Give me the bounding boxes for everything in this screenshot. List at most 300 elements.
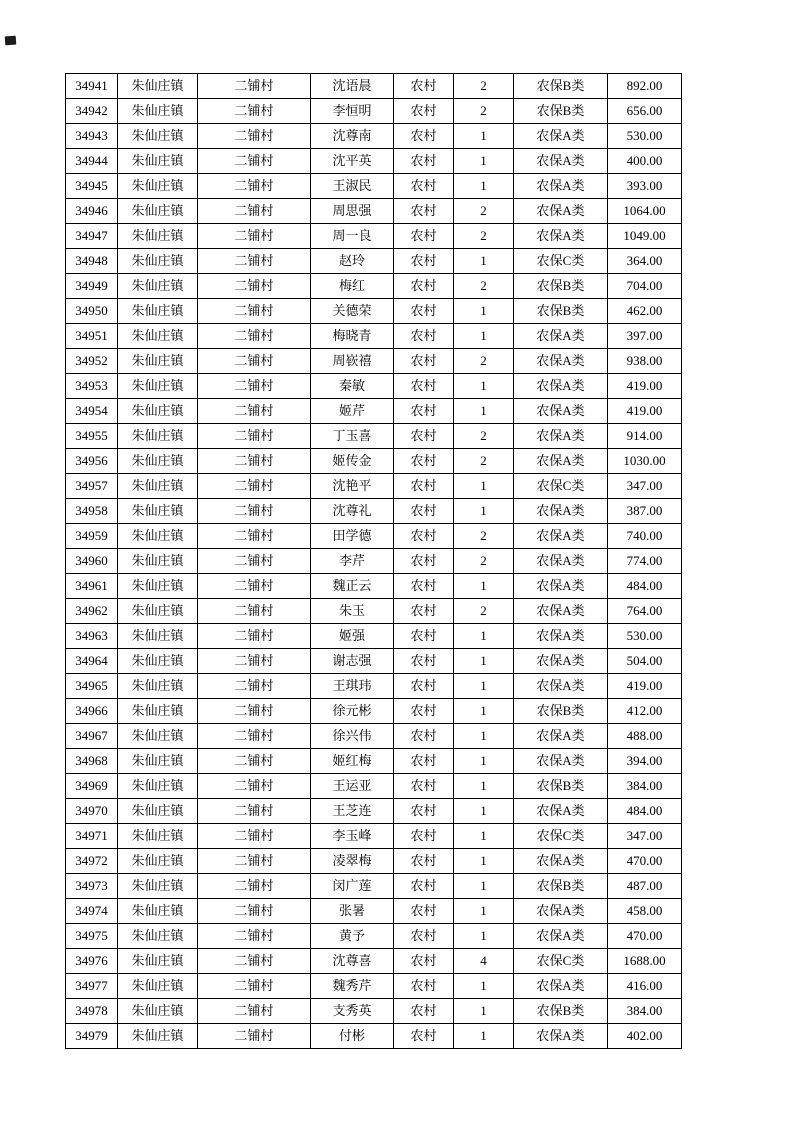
table-cell-type: 农村 bbox=[394, 1024, 454, 1049]
table-cell-town: 朱仙庄镇 bbox=[118, 99, 198, 124]
table-cell-category: 农保A类 bbox=[514, 749, 608, 774]
table-cell-name: 徐兴伟 bbox=[311, 724, 394, 749]
table-row bbox=[66, 599, 682, 624]
table-cell-village: 二铺村 bbox=[198, 949, 311, 974]
table-cell-category: 农保C类 bbox=[514, 249, 608, 274]
table-cell-category: 农保B类 bbox=[514, 774, 608, 799]
table-cell-category: 农保A类 bbox=[514, 199, 608, 224]
table-cell-id: 34968 bbox=[66, 749, 118, 774]
table-cell-town: 朱仙庄镇 bbox=[118, 824, 198, 849]
table-cell-name: 李恒明 bbox=[311, 99, 394, 124]
table-cell-village: 二铺村 bbox=[198, 974, 311, 999]
table-cell-amount: 704.00 bbox=[608, 274, 682, 299]
table-cell-town: 朱仙庄镇 bbox=[118, 724, 198, 749]
table-cell-id: 34974 bbox=[66, 899, 118, 924]
table-cell-town: 朱仙庄镇 bbox=[118, 499, 198, 524]
table-cell-village: 二铺村 bbox=[198, 499, 311, 524]
table-cell-count: 2 bbox=[454, 274, 514, 299]
table-cell-count: 1 bbox=[454, 149, 514, 174]
table-cell-village: 二铺村 bbox=[198, 199, 311, 224]
table-cell-name: 姬芹 bbox=[311, 399, 394, 424]
table-cell-town: 朱仙庄镇 bbox=[118, 249, 198, 274]
table-cell-town: 朱仙庄镇 bbox=[118, 449, 198, 474]
table-cell-name: 王淑民 bbox=[311, 174, 394, 199]
table-cell-id: 34959 bbox=[66, 524, 118, 549]
table-cell-village: 二铺村 bbox=[198, 674, 311, 699]
table-cell-village: 二铺村 bbox=[198, 524, 311, 549]
table-body bbox=[66, 74, 682, 1049]
table-row bbox=[66, 74, 682, 99]
table-cell-category: 农保A类 bbox=[514, 124, 608, 149]
table-cell-village: 二铺村 bbox=[198, 924, 311, 949]
table-cell-count: 2 bbox=[454, 74, 514, 99]
table-cell-town: 朱仙庄镇 bbox=[118, 549, 198, 574]
table-cell-town: 朱仙庄镇 bbox=[118, 749, 198, 774]
table-cell-name: 沈尊南 bbox=[311, 124, 394, 149]
table-cell-village: 二铺村 bbox=[198, 899, 311, 924]
table-cell-name: 赵玲 bbox=[311, 249, 394, 274]
table-cell-village: 二铺村 bbox=[198, 424, 311, 449]
table-cell-name: 谢志强 bbox=[311, 649, 394, 674]
table-cell-village: 二铺村 bbox=[198, 324, 311, 349]
table-cell-category: 农保A类 bbox=[514, 1024, 608, 1049]
table-cell-count: 1 bbox=[454, 874, 514, 899]
table-cell-name: 周思强 bbox=[311, 199, 394, 224]
table-cell-type: 农村 bbox=[394, 449, 454, 474]
table-cell-village: 二铺村 bbox=[198, 124, 311, 149]
table-cell-category: 农保C类 bbox=[514, 824, 608, 849]
table-row bbox=[66, 499, 682, 524]
table-cell-count: 1 bbox=[454, 899, 514, 924]
table-cell-village: 二铺村 bbox=[198, 174, 311, 199]
table-cell-town: 朱仙庄镇 bbox=[118, 849, 198, 874]
table-cell-category: 农保A类 bbox=[514, 599, 608, 624]
table-cell-category: 农保C类 bbox=[514, 474, 608, 499]
table-row bbox=[66, 399, 682, 424]
table-cell-town: 朱仙庄镇 bbox=[118, 224, 198, 249]
table-cell-town: 朱仙庄镇 bbox=[118, 274, 198, 299]
table-cell-village: 二铺村 bbox=[198, 99, 311, 124]
table-cell-town: 朱仙庄镇 bbox=[118, 624, 198, 649]
table-cell-count: 1 bbox=[454, 574, 514, 599]
table-cell-count: 1 bbox=[454, 1024, 514, 1049]
table-cell-name: 姬红梅 bbox=[311, 749, 394, 774]
table-cell-category: 农保B类 bbox=[514, 299, 608, 324]
table-cell-count: 1 bbox=[454, 974, 514, 999]
table-row bbox=[66, 849, 682, 874]
table-cell-count: 2 bbox=[454, 424, 514, 449]
table-cell-category: 农保B类 bbox=[514, 874, 608, 899]
table-cell-town: 朱仙庄镇 bbox=[118, 149, 198, 174]
table-cell-town: 朱仙庄镇 bbox=[118, 874, 198, 899]
table-cell-village: 二铺村 bbox=[198, 1024, 311, 1049]
table-cell-name: 凌翠梅 bbox=[311, 849, 394, 874]
table-cell-category: 农保A类 bbox=[514, 349, 608, 374]
table-cell-count: 1 bbox=[454, 924, 514, 949]
table-cell-name: 秦敏 bbox=[311, 374, 394, 399]
table-cell-category: 农保A类 bbox=[514, 524, 608, 549]
table-cell-name: 王运亚 bbox=[311, 774, 394, 799]
table-cell-village: 二铺村 bbox=[198, 999, 311, 1024]
table-cell-id: 34950 bbox=[66, 299, 118, 324]
table-cell-name: 姬强 bbox=[311, 624, 394, 649]
table-cell-amount: 419.00 bbox=[608, 399, 682, 424]
table-cell-town: 朱仙庄镇 bbox=[118, 374, 198, 399]
table-cell-town: 朱仙庄镇 bbox=[118, 199, 198, 224]
table-cell-town: 朱仙庄镇 bbox=[118, 774, 198, 799]
table-cell-category: 农保A类 bbox=[514, 799, 608, 824]
table-cell-town: 朱仙庄镇 bbox=[118, 74, 198, 99]
table-cell-id: 34960 bbox=[66, 549, 118, 574]
table-cell-name: 魏秀芹 bbox=[311, 974, 394, 999]
table-cell-id: 34947 bbox=[66, 224, 118, 249]
table-cell-category: 农保A类 bbox=[514, 849, 608, 874]
table-cell-village: 二铺村 bbox=[198, 699, 311, 724]
table-cell-type: 农村 bbox=[394, 899, 454, 924]
table-cell-village: 二铺村 bbox=[198, 349, 311, 374]
table-cell-village: 二铺村 bbox=[198, 749, 311, 774]
table-cell-type: 农村 bbox=[394, 749, 454, 774]
table-cell-village: 二铺村 bbox=[198, 724, 311, 749]
table-cell-category: 农保A类 bbox=[514, 574, 608, 599]
table-cell-amount: 1030.00 bbox=[608, 449, 682, 474]
table-cell-type: 农村 bbox=[394, 349, 454, 374]
table-cell-id: 34962 bbox=[66, 599, 118, 624]
table-cell-id: 34969 bbox=[66, 774, 118, 799]
table-cell-count: 2 bbox=[454, 449, 514, 474]
table-cell-name: 梅红 bbox=[311, 274, 394, 299]
table-row bbox=[66, 949, 682, 974]
table-cell-category: 农保A类 bbox=[514, 149, 608, 174]
table-cell-id: 34975 bbox=[66, 924, 118, 949]
table-cell-type: 农村 bbox=[394, 174, 454, 199]
table-cell-type: 农村 bbox=[394, 499, 454, 524]
table-cell-amount: 419.00 bbox=[608, 374, 682, 399]
table-cell-amount: 1049.00 bbox=[608, 224, 682, 249]
table-cell-amount: 740.00 bbox=[608, 524, 682, 549]
table-cell-type: 农村 bbox=[394, 849, 454, 874]
table-cell-id: 34979 bbox=[66, 1024, 118, 1049]
table-cell-amount: 419.00 bbox=[608, 674, 682, 699]
table-cell-id: 34955 bbox=[66, 424, 118, 449]
table-cell-type: 农村 bbox=[394, 999, 454, 1024]
table-cell-name: 李玉峰 bbox=[311, 824, 394, 849]
table-cell-town: 朱仙庄镇 bbox=[118, 474, 198, 499]
table-cell-type: 农村 bbox=[394, 474, 454, 499]
table-cell-amount: 400.00 bbox=[608, 149, 682, 174]
table-cell-type: 农村 bbox=[394, 399, 454, 424]
table-row bbox=[66, 349, 682, 374]
table-row bbox=[66, 974, 682, 999]
table-cell-type: 农村 bbox=[394, 599, 454, 624]
table-cell-count: 1 bbox=[454, 824, 514, 849]
table-cell-name: 周嵚禧 bbox=[311, 349, 394, 374]
table-cell-id: 34951 bbox=[66, 324, 118, 349]
table-cell-count: 1 bbox=[454, 124, 514, 149]
scan-artifact-mark bbox=[5, 36, 17, 46]
welfare-roster-table bbox=[65, 73, 682, 1049]
table-row bbox=[66, 524, 682, 549]
table-cell-amount: 530.00 bbox=[608, 124, 682, 149]
table-cell-category: 农保A类 bbox=[514, 224, 608, 249]
table-row bbox=[66, 549, 682, 574]
table-cell-type: 农村 bbox=[394, 224, 454, 249]
table-cell-id: 34970 bbox=[66, 799, 118, 824]
table-cell-amount: 938.00 bbox=[608, 349, 682, 374]
table-row bbox=[66, 874, 682, 899]
table-row bbox=[66, 424, 682, 449]
table-cell-amount: 393.00 bbox=[608, 174, 682, 199]
table-cell-category: 农保A类 bbox=[514, 899, 608, 924]
table-cell-name: 关德荣 bbox=[311, 299, 394, 324]
table-cell-name: 沈尊喜 bbox=[311, 949, 394, 974]
table-cell-category: 农保A类 bbox=[514, 649, 608, 674]
table-row bbox=[66, 699, 682, 724]
table-cell-town: 朱仙庄镇 bbox=[118, 599, 198, 624]
table-cell-type: 农村 bbox=[394, 824, 454, 849]
table-row bbox=[66, 824, 682, 849]
table-cell-type: 农村 bbox=[394, 974, 454, 999]
table-cell-town: 朱仙庄镇 bbox=[118, 124, 198, 149]
table-cell-village: 二铺村 bbox=[198, 149, 311, 174]
table-cell-type: 农村 bbox=[394, 724, 454, 749]
table-cell-amount: 484.00 bbox=[608, 574, 682, 599]
table-cell-id: 34971 bbox=[66, 824, 118, 849]
table-cell-type: 农村 bbox=[394, 774, 454, 799]
table-cell-category: 农保A类 bbox=[514, 924, 608, 949]
table-cell-village: 二铺村 bbox=[198, 449, 311, 474]
table-cell-village: 二铺村 bbox=[198, 649, 311, 674]
table-cell-amount: 397.00 bbox=[608, 324, 682, 349]
table-cell-name: 魏正云 bbox=[311, 574, 394, 599]
table-cell-id: 34966 bbox=[66, 699, 118, 724]
table-cell-name: 李芹 bbox=[311, 549, 394, 574]
table-cell-amount: 914.00 bbox=[608, 424, 682, 449]
table-cell-id: 34954 bbox=[66, 399, 118, 424]
table-row bbox=[66, 149, 682, 174]
table-cell-town: 朱仙庄镇 bbox=[118, 349, 198, 374]
table-cell-count: 1 bbox=[454, 249, 514, 274]
table-cell-name: 王芝连 bbox=[311, 799, 394, 824]
table-cell-category: 农保A类 bbox=[514, 624, 608, 649]
table-cell-category: 农保A类 bbox=[514, 449, 608, 474]
table-cell-id: 34942 bbox=[66, 99, 118, 124]
table-cell-type: 农村 bbox=[394, 574, 454, 599]
table-cell-name: 沈平英 bbox=[311, 149, 394, 174]
table-row bbox=[66, 899, 682, 924]
table-cell-category: 农保C类 bbox=[514, 949, 608, 974]
table-cell-id: 34943 bbox=[66, 124, 118, 149]
table-cell-id: 34964 bbox=[66, 649, 118, 674]
table-row bbox=[66, 474, 682, 499]
table-cell-village: 二铺村 bbox=[198, 474, 311, 499]
table-row bbox=[66, 449, 682, 474]
table-cell-category: 农保A类 bbox=[514, 374, 608, 399]
table-row bbox=[66, 674, 682, 699]
table-cell-name: 丁玉喜 bbox=[311, 424, 394, 449]
table-cell-town: 朱仙庄镇 bbox=[118, 674, 198, 699]
table-cell-village: 二铺村 bbox=[198, 599, 311, 624]
table-cell-amount: 1688.00 bbox=[608, 949, 682, 974]
table-cell-count: 1 bbox=[454, 399, 514, 424]
table-cell-village: 二铺村 bbox=[198, 74, 311, 99]
table-cell-amount: 384.00 bbox=[608, 999, 682, 1024]
table-cell-type: 农村 bbox=[394, 249, 454, 274]
table-cell-category: 农保A类 bbox=[514, 549, 608, 574]
table-cell-name: 沈语晨 bbox=[311, 74, 394, 99]
table-cell-type: 农村 bbox=[394, 649, 454, 674]
table-cell-count: 1 bbox=[454, 774, 514, 799]
table-cell-name: 沈尊礼 bbox=[311, 499, 394, 524]
table-cell-type: 农村 bbox=[394, 524, 454, 549]
table-cell-category: 农保B类 bbox=[514, 74, 608, 99]
table-cell-village: 二铺村 bbox=[198, 799, 311, 824]
table-cell-name: 姬传金 bbox=[311, 449, 394, 474]
table-cell-type: 农村 bbox=[394, 424, 454, 449]
table-cell-id: 34976 bbox=[66, 949, 118, 974]
table-row bbox=[66, 99, 682, 124]
table-cell-village: 二铺村 bbox=[198, 549, 311, 574]
table-cell-town: 朱仙庄镇 bbox=[118, 999, 198, 1024]
table-cell-amount: 470.00 bbox=[608, 924, 682, 949]
table-cell-village: 二铺村 bbox=[198, 624, 311, 649]
table-cell-count: 2 bbox=[454, 549, 514, 574]
table-cell-amount: 462.00 bbox=[608, 299, 682, 324]
table-cell-id: 34973 bbox=[66, 874, 118, 899]
table-cell-amount: 774.00 bbox=[608, 549, 682, 574]
table-row bbox=[66, 249, 682, 274]
table-cell-count: 1 bbox=[454, 999, 514, 1024]
table-cell-id: 34965 bbox=[66, 674, 118, 699]
table-cell-name: 周一良 bbox=[311, 224, 394, 249]
table-cell-amount: 656.00 bbox=[608, 99, 682, 124]
table-cell-category: 农保B类 bbox=[514, 274, 608, 299]
table-cell-count: 1 bbox=[454, 474, 514, 499]
table-cell-id: 34945 bbox=[66, 174, 118, 199]
table-cell-count: 2 bbox=[454, 599, 514, 624]
table-cell-town: 朱仙庄镇 bbox=[118, 799, 198, 824]
table-cell-village: 二铺村 bbox=[198, 299, 311, 324]
table-cell-amount: 384.00 bbox=[608, 774, 682, 799]
table-cell-count: 2 bbox=[454, 524, 514, 549]
table-cell-town: 朱仙庄镇 bbox=[118, 174, 198, 199]
table-cell-count: 1 bbox=[454, 849, 514, 874]
table-row bbox=[66, 274, 682, 299]
table-row bbox=[66, 124, 682, 149]
table-cell-type: 农村 bbox=[394, 874, 454, 899]
table-cell-name: 徐元彬 bbox=[311, 699, 394, 724]
table-cell-type: 农村 bbox=[394, 374, 454, 399]
table-cell-town: 朱仙庄镇 bbox=[118, 974, 198, 999]
table-cell-id: 34967 bbox=[66, 724, 118, 749]
table-cell-id: 34961 bbox=[66, 574, 118, 599]
table-cell-amount: 387.00 bbox=[608, 499, 682, 524]
table-cell-town: 朱仙庄镇 bbox=[118, 399, 198, 424]
table-cell-type: 农村 bbox=[394, 74, 454, 99]
table-cell-type: 农村 bbox=[394, 199, 454, 224]
table-cell-town: 朱仙庄镇 bbox=[118, 1024, 198, 1049]
table-cell-village: 二铺村 bbox=[198, 374, 311, 399]
table-cell-count: 1 bbox=[454, 699, 514, 724]
table-cell-town: 朱仙庄镇 bbox=[118, 424, 198, 449]
table-cell-town: 朱仙庄镇 bbox=[118, 649, 198, 674]
table-cell-type: 农村 bbox=[394, 624, 454, 649]
table-row bbox=[66, 174, 682, 199]
table-row bbox=[66, 774, 682, 799]
table-cell-id: 34952 bbox=[66, 349, 118, 374]
table-cell-name: 闵广莲 bbox=[311, 874, 394, 899]
table-row bbox=[66, 724, 682, 749]
table-cell-village: 二铺村 bbox=[198, 824, 311, 849]
table-row bbox=[66, 224, 682, 249]
table-row bbox=[66, 624, 682, 649]
table-cell-type: 农村 bbox=[394, 124, 454, 149]
table-cell-count: 1 bbox=[454, 799, 514, 824]
table-cell-count: 2 bbox=[454, 199, 514, 224]
table-cell-amount: 402.00 bbox=[608, 1024, 682, 1049]
table-cell-name: 沈艳平 bbox=[311, 474, 394, 499]
table-cell-town: 朱仙庄镇 bbox=[118, 924, 198, 949]
table-cell-amount: 458.00 bbox=[608, 899, 682, 924]
table-cell-name: 梅晓青 bbox=[311, 324, 394, 349]
table-cell-category: 农保A类 bbox=[514, 324, 608, 349]
table-cell-count: 1 bbox=[454, 499, 514, 524]
table-cell-category: 农保B类 bbox=[514, 699, 608, 724]
table-cell-type: 农村 bbox=[394, 799, 454, 824]
table-cell-type: 农村 bbox=[394, 149, 454, 174]
table-cell-category: 农保B类 bbox=[514, 999, 608, 1024]
table-cell-id: 34977 bbox=[66, 974, 118, 999]
table-cell-name: 黄予 bbox=[311, 924, 394, 949]
table-cell-id: 34957 bbox=[66, 474, 118, 499]
table-cell-count: 1 bbox=[454, 724, 514, 749]
table-cell-id: 34956 bbox=[66, 449, 118, 474]
table-cell-count: 1 bbox=[454, 624, 514, 649]
table-cell-id: 34978 bbox=[66, 999, 118, 1024]
table-cell-amount: 764.00 bbox=[608, 599, 682, 624]
table-cell-amount: 470.00 bbox=[608, 849, 682, 874]
table-cell-amount: 364.00 bbox=[608, 249, 682, 274]
table-cell-type: 农村 bbox=[394, 324, 454, 349]
table-cell-name: 张暑 bbox=[311, 899, 394, 924]
table-row bbox=[66, 749, 682, 774]
table-cell-id: 34941 bbox=[66, 74, 118, 99]
table-cell-count: 1 bbox=[454, 749, 514, 774]
table-cell-village: 二铺村 bbox=[198, 224, 311, 249]
table-row bbox=[66, 1024, 682, 1049]
table-cell-count: 4 bbox=[454, 949, 514, 974]
table-cell-id: 34948 bbox=[66, 249, 118, 274]
table-cell-village: 二铺村 bbox=[198, 774, 311, 799]
table-cell-name: 朱玉 bbox=[311, 599, 394, 624]
table-cell-type: 农村 bbox=[394, 274, 454, 299]
table-cell-id: 34953 bbox=[66, 374, 118, 399]
table-cell-amount: 347.00 bbox=[608, 474, 682, 499]
table-cell-name: 王琪玮 bbox=[311, 674, 394, 699]
table-cell-count: 1 bbox=[454, 174, 514, 199]
table-cell-village: 二铺村 bbox=[198, 874, 311, 899]
table-cell-count: 1 bbox=[454, 374, 514, 399]
table-cell-type: 农村 bbox=[394, 549, 454, 574]
table-cell-name: 付彬 bbox=[311, 1024, 394, 1049]
table-cell-amount: 504.00 bbox=[608, 649, 682, 674]
table-cell-type: 农村 bbox=[394, 699, 454, 724]
table-row bbox=[66, 199, 682, 224]
table-cell-village: 二铺村 bbox=[198, 249, 311, 274]
table-cell-town: 朱仙庄镇 bbox=[118, 574, 198, 599]
table-cell-count: 1 bbox=[454, 324, 514, 349]
table-cell-category: 农保A类 bbox=[514, 724, 608, 749]
